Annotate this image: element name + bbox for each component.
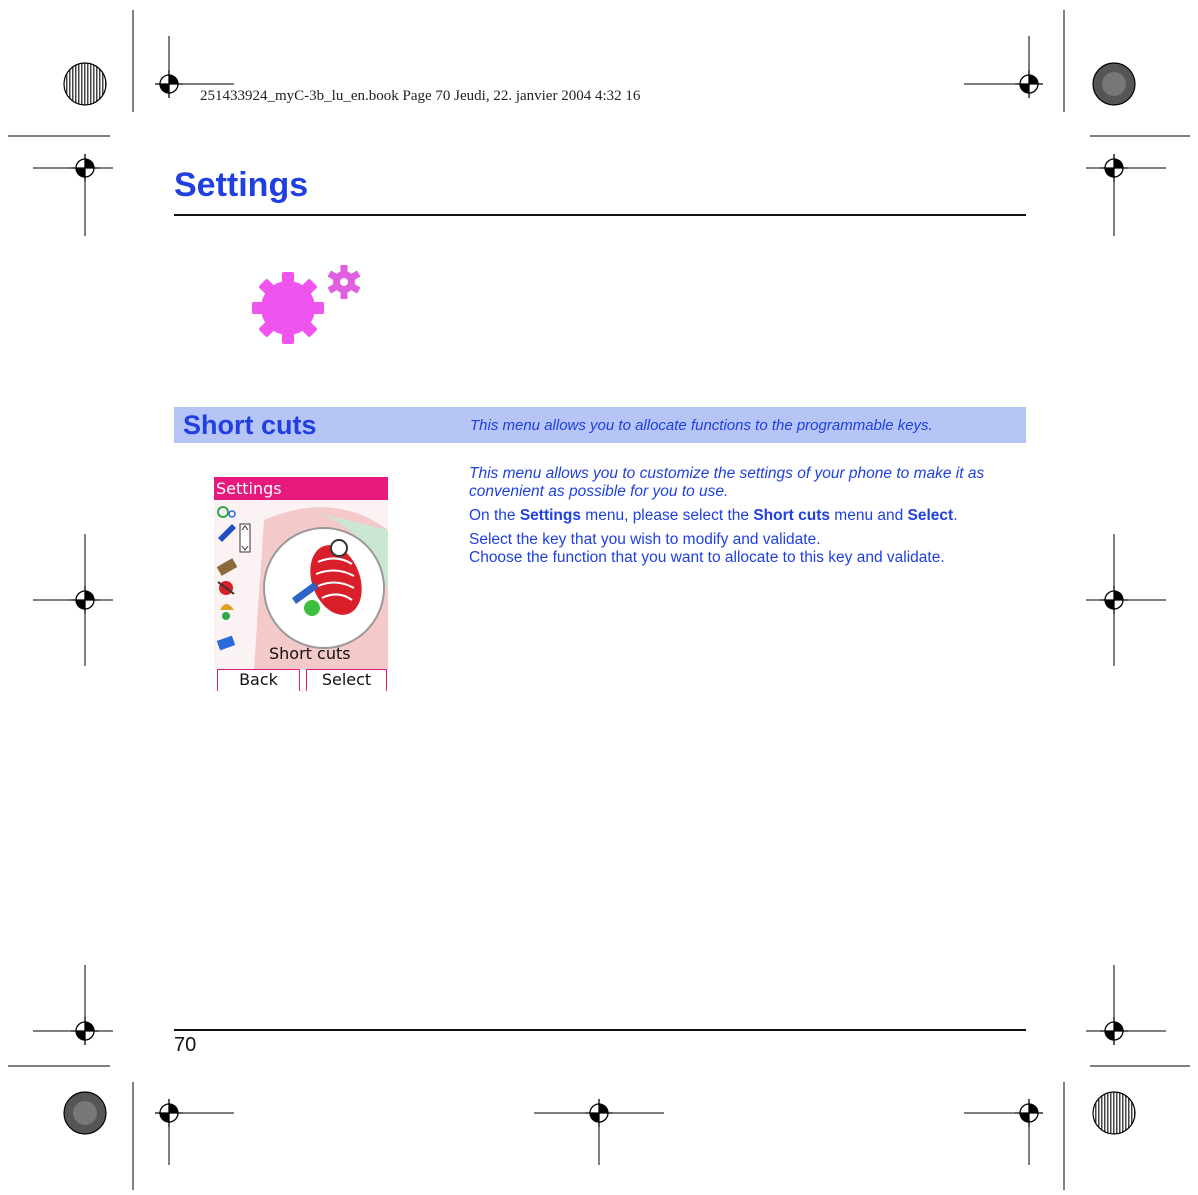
- phone-screen-title: Settings: [214, 477, 388, 500]
- body-lead: This menu allows you to customize the settings of your phone to make it as convenient as possible for you to use.: [469, 465, 985, 500]
- print-header: 251433924_myC-3b_lu_en.book Page 70 Jeudi, 22. janvier 2004 4:32 16: [200, 88, 641, 104]
- page-title: Settings: [174, 166, 309, 204]
- phone-screen-caption: Short cuts: [269, 644, 351, 663]
- phone-softkey-select: Select: [306, 669, 387, 691]
- phone-softkey-back: Back: [217, 669, 300, 691]
- section-title: Short cuts: [183, 410, 317, 440]
- page-number: 70: [174, 1034, 197, 1056]
- body-steps: Select the key that you wish to modify and validate. Choose the function that you want to allocate to this key and validate.: [469, 531, 945, 566]
- footer-rule: [174, 1029, 1026, 1031]
- body-text: [469, 465, 1029, 573]
- gears-icon: [250, 262, 370, 348]
- body-instruction: On the Settings menu, please select the Short cuts menu and Select.: [469, 507, 958, 524]
- section-intro: This menu allows you to allocate functions to the programmable keys.: [470, 417, 933, 434]
- phone-screen: [214, 477, 388, 691]
- title-rule: [174, 214, 1026, 216]
